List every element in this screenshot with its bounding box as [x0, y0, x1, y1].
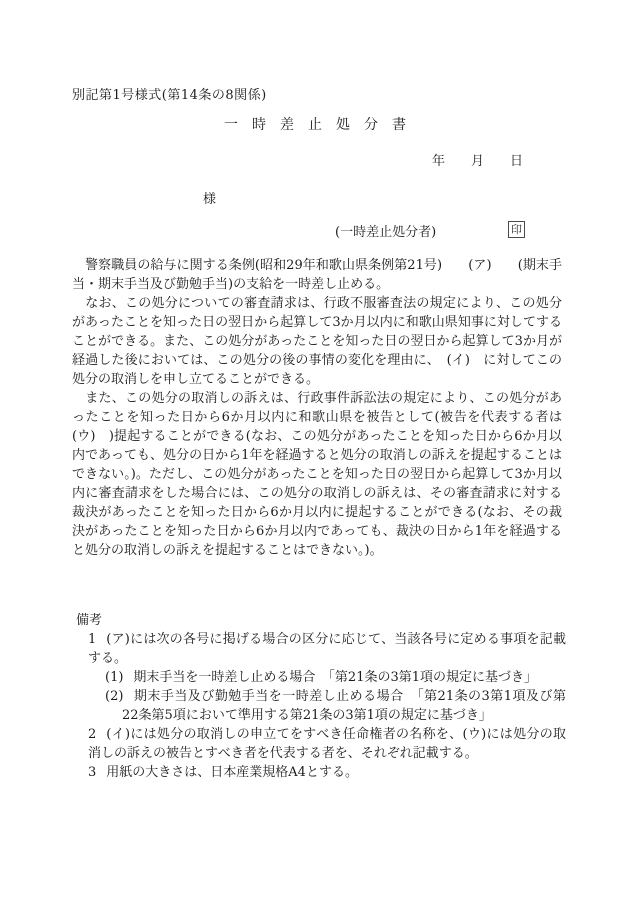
- body-paragraph-lawsuit: また、この処分の取消しの訴えは、行政事件訴訟法の規定により、この処分があったことを知った日から6か月以内に和歌山県を被告として(被告を代表する者は (ウ) )提起することができる(なお、この処分があったことを知った日から6か月以内であっても、処分の日から1年を経過すると処分の取消しの訴えを提起することはできない。)。ただし、この処分があったことを知った日の翌日から起算して3か月以内に審査請求をした場合には、この処分の取消しの訴えは、その審査請求に対する裁決があったことを知った日から6か月以内に提起することができる(なお、その裁決があったことを知った日から6か月以内であっても、裁決の日から1年を経過すると処分の取消しの訴えを提起することはできない。)。: [72, 391, 576, 558]
- issuer-line: [335, 221, 565, 241]
- remark-item-3-text: 用紙の大きさは、日本産業規格A4とする。: [106, 765, 358, 780]
- remarks-section: [72, 611, 566, 782]
- remark-subitem-1-1-text: 期末手当を一時差し止める場合 「第21条の3第1項の規定に基づき」: [133, 670, 538, 685]
- remark-item-2: [88, 725, 566, 763]
- remark-item-3: [88, 763, 566, 782]
- seal-stamp-box: 印: [508, 221, 525, 238]
- body-paragraph-disposition: 警察職員の給与に関する条例(昭和29年和歌山県条例第21号) (ア) (期末手当・期末手当及び勤勉手当)の支給を一時差し止める。: [72, 258, 562, 292]
- body-paragraph-review-request: なお、この処分についての審査請求は、行政不服審査法の規定により、この処分があったことを知った日の翌日から起算して3か月以内に和歌山県知事に対してすることができる。また、この処分があったことを知った日の翌日から起算して3か月が経過した後においては、この処分の後の事情の変化を理由に、 (イ) に対してこの処分の取消しを申し立てることができる。: [72, 296, 562, 387]
- remark-item-2-text: (イ)には処分の取消しの申立てをすべき任命権者の名称を、(ウ)には処分の取消しの訴えの被告とすべき者を代表する者を、それぞれ記載する。: [88, 727, 566, 761]
- remark-subitem-1-1-number: (1): [105, 670, 124, 685]
- addressee-honorific: 様: [203, 192, 217, 207]
- issuer-label: (一時差止処分者): [335, 225, 437, 240]
- remark-item-3-number: 3: [88, 765, 97, 780]
- remark-subitem-1-2-number: (2): [105, 689, 124, 704]
- body-text: [72, 256, 576, 560]
- document-title: 一 時 差 止 処 分 書: [224, 117, 406, 133]
- remark-subitem-1-2: [88, 687, 566, 725]
- remark-item-1-text: (ア)には次の各号に掲げる場合の区分に応じて、当該各号に定める事項を記載する。: [88, 632, 566, 666]
- remark-item-2-number: 2: [88, 727, 97, 742]
- remarks-heading: 備考: [76, 613, 103, 628]
- remark-subitem-1-1: [88, 668, 566, 687]
- remark-subitem-1-2-text: 期末手当及び勤勉手当を一時差し止める場合 「第21条の3第1項及び第22条第5項において準用する第21条の3第1項の規定に基づき」: [122, 689, 566, 723]
- remark-item-1-number: 1: [88, 632, 97, 647]
- remark-item-1: [88, 630, 566, 668]
- date-line: 年 月 日: [431, 154, 523, 169]
- form-number-label: 別記第1号様式(第14条の8関係): [72, 88, 267, 103]
